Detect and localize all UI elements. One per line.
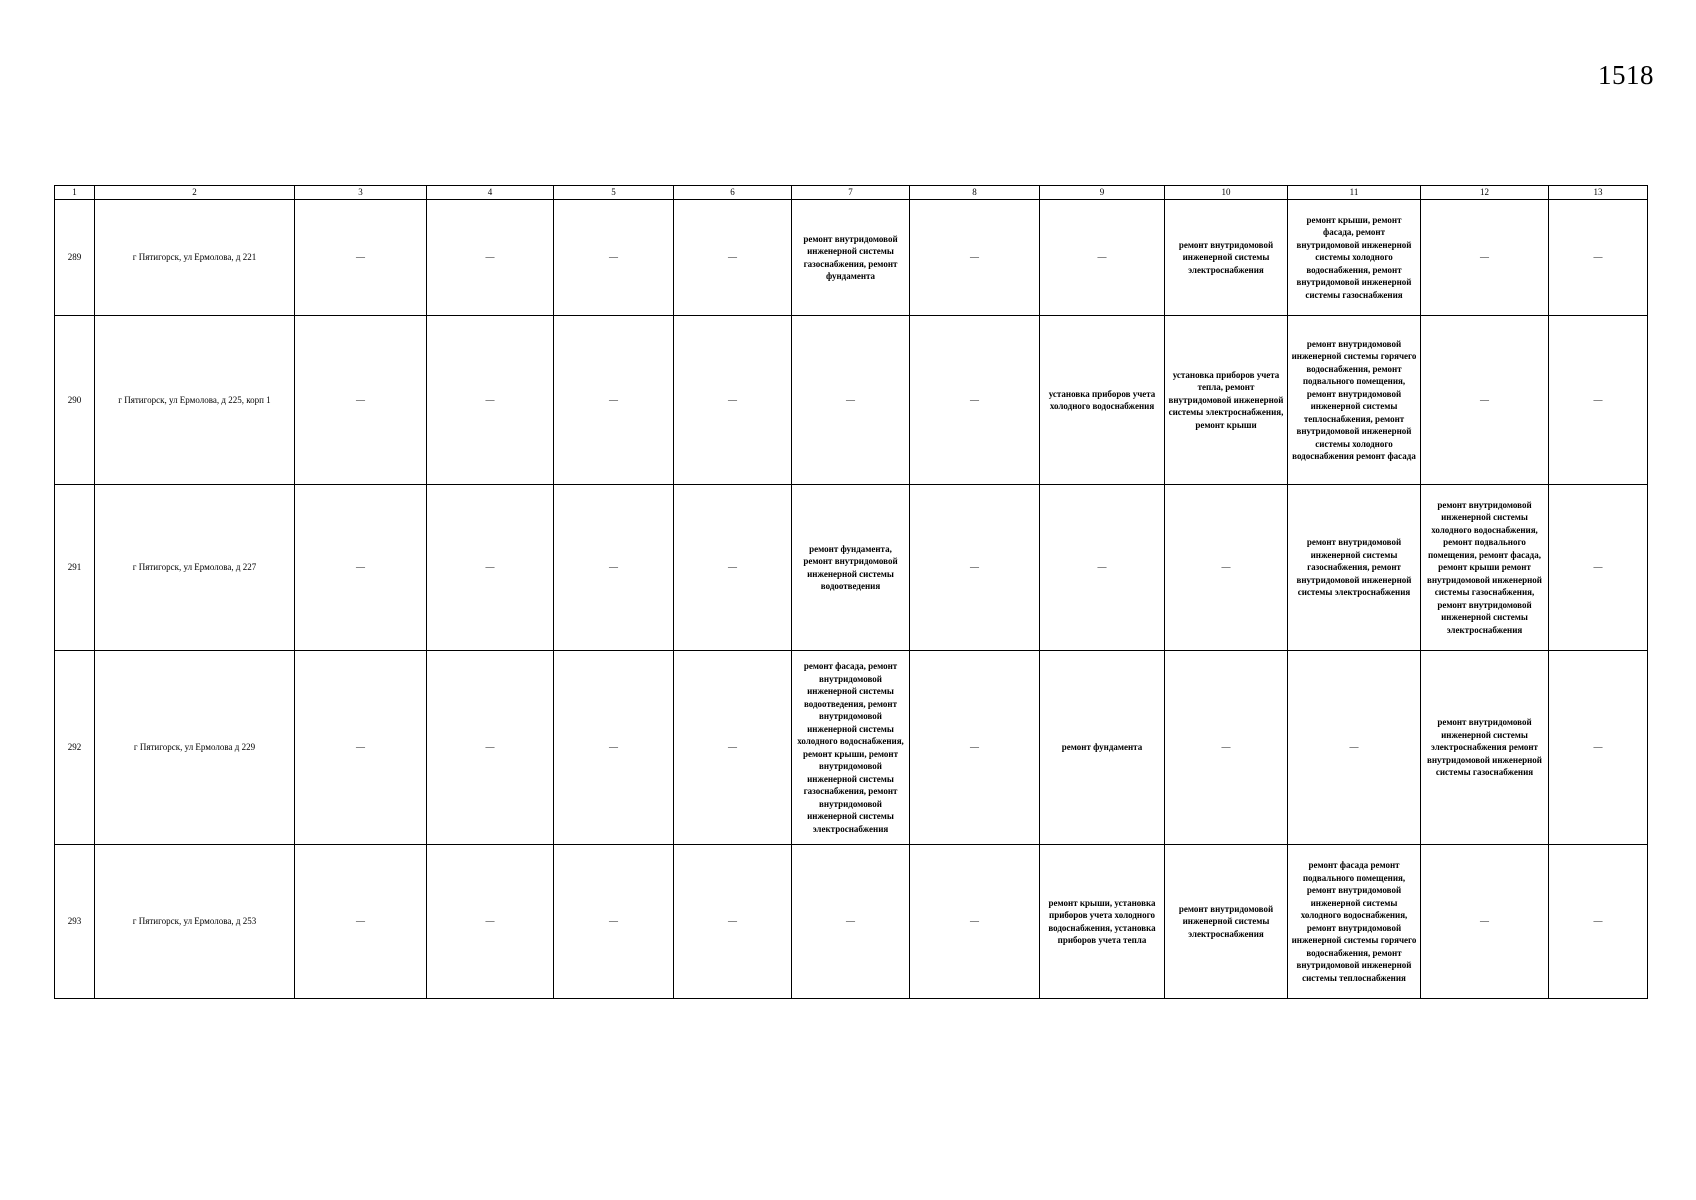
empty-cell: — <box>674 845 792 999</box>
empty-cell: — <box>910 845 1040 999</box>
empty-cell: — <box>295 651 427 845</box>
empty-cell: — <box>1549 845 1648 999</box>
row-number: 293 <box>55 845 95 999</box>
work-cell-col9: ремонт крыши, установка приборов учета холодного водоснабжения, установка приборов учета тепла <box>1040 845 1165 999</box>
row-number: 292 <box>55 651 95 845</box>
work-cell-col11: ремонт внутридомовой инженерной системы газоснабжения, ремонт внутридомовой инженерной системы электроснабжения <box>1288 485 1421 651</box>
column-header: 2 <box>95 186 295 200</box>
table-row <box>55 845 1648 999</box>
page-number: 1518 <box>1598 60 1654 90</box>
table-row <box>55 200 1648 316</box>
row-address: г Пятигорск, ул Ермолова, д 253 <box>95 845 295 999</box>
repair-schedule-table <box>54 185 1648 999</box>
table-row <box>55 316 1648 485</box>
empty-cell: — <box>1288 651 1421 845</box>
empty-cell: — <box>427 316 554 485</box>
empty-cell: — <box>427 200 554 316</box>
empty-cell: — <box>1421 316 1549 485</box>
row-address: г Пятигорск, ул Ермолова, д 225, корп 1 <box>95 316 295 485</box>
empty-cell: — <box>295 845 427 999</box>
empty-cell: — <box>295 316 427 485</box>
empty-cell: — <box>427 651 554 845</box>
row-number: 290 <box>55 316 95 485</box>
empty-cell: — <box>1165 651 1288 845</box>
empty-cell: — <box>427 845 554 999</box>
column-header: 5 <box>554 186 674 200</box>
work-cell-col10: ремонт внутридомовой инженерной системы электроснабжения <box>1165 845 1288 999</box>
table-row <box>55 485 1648 651</box>
empty-cell: — <box>792 316 910 485</box>
empty-cell: — <box>674 651 792 845</box>
empty-cell: — <box>674 316 792 485</box>
empty-cell: — <box>1421 200 1549 316</box>
work-cell-col9: ремонт фундамента <box>1040 651 1165 845</box>
empty-cell: — <box>295 485 427 651</box>
empty-cell: — <box>1040 485 1165 651</box>
column-header: 13 <box>1549 186 1648 200</box>
empty-cell: — <box>1040 200 1165 316</box>
column-header: 4 <box>427 186 554 200</box>
row-address: г Пятигорск, ул Ермолова, д 221 <box>95 200 295 316</box>
column-header: 7 <box>792 186 910 200</box>
row-number: 289 <box>55 200 95 316</box>
empty-cell: — <box>1549 485 1648 651</box>
empty-cell: — <box>554 845 674 999</box>
work-cell-col11: ремонт фасада ремонт подвального помещения, ремонт внутридомовой инженерной системы холодного водоснабжения, ремонт внутридомовой инженерной системы горячего водоснабжения, ремонт внутридомовой инженерной системы теплоснабжения <box>1288 845 1421 999</box>
work-cell-col12: ремонт внутридомовой инженерной системы электроснабжения ремонт внутридомовой инженерной системы газоснабжения <box>1421 651 1549 845</box>
work-cell-col10: ремонт внутридомовой инженерной системы электроснабжения <box>1165 200 1288 316</box>
column-header: 12 <box>1421 186 1549 200</box>
column-header: 1 <box>55 186 95 200</box>
empty-cell: — <box>1549 316 1648 485</box>
row-number: 291 <box>55 485 95 651</box>
work-cell-col9: установка приборов учета холодного водоснабжения <box>1040 316 1165 485</box>
column-header: 8 <box>910 186 1040 200</box>
column-header: 10 <box>1165 186 1288 200</box>
empty-cell: — <box>554 316 674 485</box>
work-cell-col7: ремонт фундамента, ремонт внутридомовой инженерной системы водоотведения <box>792 485 910 651</box>
work-cell-col11: ремонт крыши, ремонт фасада, ремонт внутридомовой инженерной системы холодного водоснабжения, ремонт внутридомовой инженерной системы газоснабжения <box>1288 200 1421 316</box>
empty-cell: — <box>295 200 427 316</box>
column-header: 11 <box>1288 186 1421 200</box>
empty-cell: — <box>910 200 1040 316</box>
empty-cell: — <box>427 485 554 651</box>
empty-cell: — <box>1421 845 1549 999</box>
work-cell-col11: ремонт внутридомовой инженерной системы горячего водоснабжения, ремонт подвального помещения, ремонт внутридомовой инженерной системы теплоснабжения, ремонт внутридомовой инженерной системы холодного водоснабжения ремонт фасада <box>1288 316 1421 485</box>
empty-cell: — <box>674 485 792 651</box>
work-cell-col12: ремонт внутридомовой инженерной системы холодного водоснабжения, ремонт подвального помещения, ремонт фасада, ремонт крыши ремонт внутридомовой инженерной системы газоснабжения, ремонт внутридомовой инженерной системы электроснабжения <box>1421 485 1549 651</box>
empty-cell: — <box>910 316 1040 485</box>
work-cell-col10: установка приборов учета тепла, ремонт внутридомовой инженерной системы электроснабжения, ремонт крыши <box>1165 316 1288 485</box>
row-address: г Пятигорск, ул Ермолова д 229 <box>95 651 295 845</box>
empty-cell: — <box>1165 485 1288 651</box>
empty-cell: — <box>1549 651 1648 845</box>
empty-cell: — <box>554 200 674 316</box>
empty-cell: — <box>792 845 910 999</box>
empty-cell: — <box>554 485 674 651</box>
empty-cell: — <box>910 485 1040 651</box>
column-header: 9 <box>1040 186 1165 200</box>
table-row <box>55 651 1648 845</box>
empty-cell: — <box>554 651 674 845</box>
column-header: 3 <box>295 186 427 200</box>
empty-cell: — <box>1549 200 1648 316</box>
column-header: 6 <box>674 186 792 200</box>
work-cell-col7: ремонт внутридомовой инженерной системы газоснабжения, ремонт фундамента <box>792 200 910 316</box>
column-number-row <box>55 186 1648 200</box>
empty-cell: — <box>910 651 1040 845</box>
row-address: г Пятигорск, ул Ермолова, д 227 <box>95 485 295 651</box>
work-cell-col7: ремонт фасада, ремонт внутридомовой инженерной системы водоотведения, ремонт внутридомовой инженерной системы холодного водоснабжения, ремонт крыши, ремонт внутридомовой инженерной системы газоснабжения, ремонт внутридомовой инженерной системы электроснабжения <box>792 651 910 845</box>
empty-cell: — <box>674 200 792 316</box>
